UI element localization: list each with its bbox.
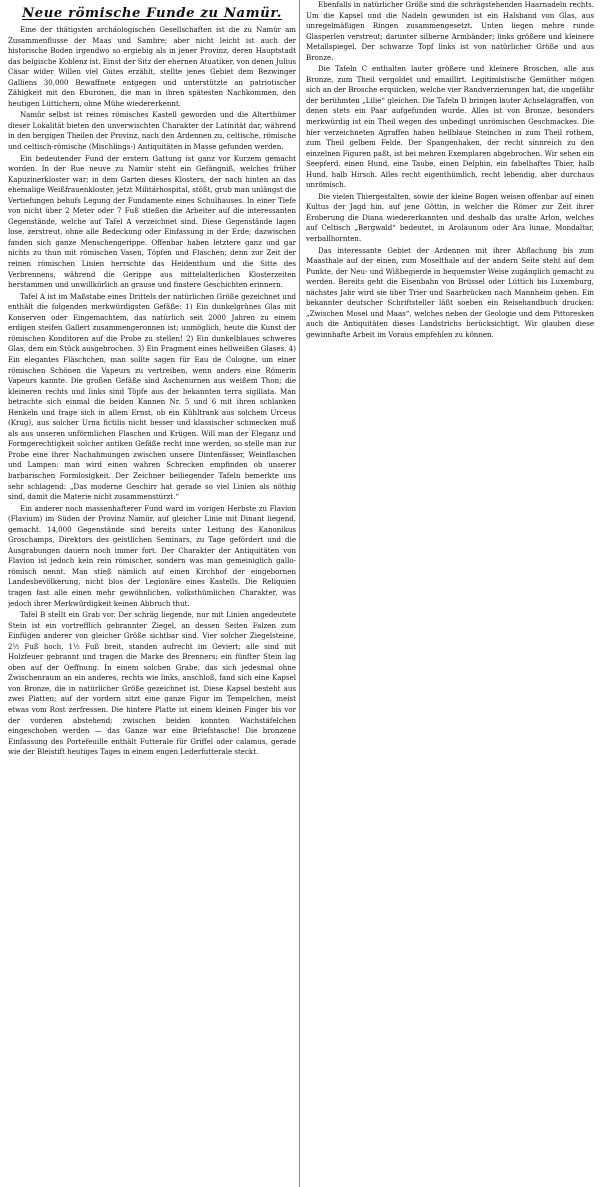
column-divider [299, 0, 300, 1187]
paragraph-ardennen: Das interessante Gebiet der Ardennen mit ihrer Abflachung bis zum Maasthale auf der einen, zum Moselthale auf der andern Seite steht auf dem Punkte, der Neu- und Wißbegierde in bequemster Weise zugänglich gemacht zu werden. Bereits geht die Eisenbahn von Brüssel oder Lüttich bis Luxemburg, nächstes Jahr wird sie über Trier und Saarbrücken nach Mannheim gehen. Ein bekannter deutscher Schriftsteller läßt soeben ein Reisehandbuch drucken: „Zwischen Mosel und Maas“, welches neben der Geologie und dem Pittoresken auch die Antiquitäten dieses Landstrichs berücksichtigt. Wir glauben diese gewinnhafte Arbeit im Voraus empfehlen zu können. [306, 245, 594, 339]
paragraph-fund-rue-neuve: Ein bedeutender Fund der erstern Gattung ist ganz vor Kurzem gemacht worden. In der Rue neuve zu Namür steht ein Gefängniß, welches früher Kapuzinerkloster war; in dem Garten dieses Klosters, der nach hinten an das ehemalige Weißfrauenkloster, jetzt Militärhospital, stößt, grub man unlängst die Vertiefungen behufs Legung der Fundamente eines Schulhauses. In einer Tiefe von nicht über 2 Meter oder 7 Fuß stießen die Arbeiter auf die interessanten Gegenstände, welche auf Tafel A verzeichnet sind. Diese Gegenstände lagen lose, zerstreut, ohne alle Bedeckung oder Einfassung in der Erde; dazwischen fanden sich ganze Menschengerippe. Offenbar haben letztere ganz und gar nichts zu thun mit römischen Vasen, Töpfen und Flaschen; denn zur Zeit der reinen römischen Linien herrschte das Heidenthum und die Sitte des Verbrennens, während die Gerippe aus mittelalterlichen Klosterzeiten herstammen und unwillkürlich an grause und finstere Geschichten erinnern. [8, 153, 296, 290]
paragraph-tafel-a: Tafel A ist im Maßstabe eines Drittels der natürlichen Größe gezeichnet und enthält die folgenden merkwürdigsten Gefäße: 1) Ein dunkelgrünes Glas mit Konserven oder Eingemachtem, das natürlich seit 2000 Jahren zu einem erdigen steifen Gallert zusammengeronnen ist; unmöglich, heute die Kunst der römischen Konditoren auf die Probe zu stellen! 2) Ein dunkelblaues schweres Glas, dem ein Stück ausgebrochen. 3) Ein Fragment eines hellweißen Glases. 4) Ein elegantes Fläschchen, man sollte sagen für Eau de Cologne, um einer römischen Schönen die Vapeurs zu vertreiben, wenn anders eine Römerin Vapeurs kannte. Die großen Gefäße sind Aschenurnen aus weißem Thon; die kleineren rechts und links sind Töpfe aus der bekannten terra sigillata. Man betrachte sich einmal die beiden Kannen Nr. 5 und 6 mit ihren schlanken Henkeln und frage sich in allem Ernst, ob ein Kühltrank aus solchem Urceus (Krug), aus solcher Urna fictilis nicht besser und klassischer schmecken muß als aus unseren unförmlichen Flaschen und Krügen. Will man der Eleganz und Formgerechtigkeit solcher antiken Gefäße recht inne werden, so stelle man zur Probe eine ihrer Nachahmungen zwischen unsere Dintenfässer, Weinflaschen und Lampen: man wird einen wahren Schrecken empfinden ob unserer barbarischen Formlosigkeit. Der Zeichner beiliegender Tafeln bemerkte uns sehr schlagend: „Das moderne Geschirr hat gerade so viel Linien als nöthig sind, damit die Materie nicht zusammenstürzt.“ [8, 291, 296, 502]
paragraph-namur-kastell: Namür selbst ist reines römisches Kastell geworden und die Alterthümer dieser Lokalität bieten den unverwischten Charakter der Latinität dar, während in den bergigen Theilen der Provinz, nach den Ardennen zu, celtische, römische und celtisch-römische (Mischlings-) Antiquitäten in Masse gefunden werden. [8, 110, 296, 152]
left-column [8, 0, 296, 1187]
paragraph-flavion: Ein anderer noch massenhafterer Fund ward im vorigen Herbste zu Flavion (Flavium) im Süden der Provinz Namür, auf gleicher Linie mit Dinant liegend, gemacht. 14,000 Gegenstände sind bereits unter Leitung des Kanonikus Groschamps, Direktors des geistlichen Seminars, zu Tage gefördert und die Ausgrabungen dauern noch immer fort. Der Charakter der Antiquitäten von Flavion ist jedoch kein rein römischer, sondern was man gemeiniglich gallo-römisch nennt. Man stieß nämlich auf einen Kirchhof der eingebornen Landesbevölkerung, nicht blos der Legionäre eines Kastells. Die Reliquien tragen fast alle einen mehr gewöhnlichen, volksthümlichen Charakter, was jedoch ihrer Merkwürdigkeit keinen Abbruch thut. [8, 503, 296, 608]
paragraph-thiergestalten: Die vielen Thiergestalten, sowie der kleine Bogen weisen offenbar auf einen Kultus der Jagd hin, auf jene Göttin, in welcher die Römer zur Zeit ihrer Eroberung die Diana wiedererkannten und deshalb das uralte Arlon, welches auf Celtisch „Bergwald“ bedeutet, in Arolaunum oder Ara lunae, Mondaltar, verballhornten. [306, 191, 594, 244]
paragraph-haarnadeln: Ebenfalls in natürlicher Größe sind die schrägstehenden Haarnadeln rechts. Um die Kapsel und die Nadeln gewunden ist ein Halsband von Glas, aus unregelmäßigen Ringen zusammengesetzt. Unten liegen mehre runde Glasperlen verstreut; darunter silberne Armbänder; links größere und kleinere Metallspiegel. Der schwarze Topf links ist von natürlicher Größe und aus Bronze. [306, 0, 594, 62]
paragraph-tafeln-c-d: Die Tafeln C enthalten lauter größere und kleinere Broschen, alle aus Bronze, zum Theil vergoldet und emaillirt. Legitimistische Gemüther mögen sich an der Brosche erquicken, welche vier Randverzierungen hat, die ungefähr der berühmten „Lilie“ gleichen. Die Tafeln D bringen lauter Achselagraffen, von denen stets ein Paar aufgefunden wurde. Alles ist von Bronze, besonders merkwürdig ist ein Theil wegen des unbedingt unrömischen Geschmackes. Die hier verzeichneten Agraffen haben hellblaue Steinchen in zum Theil rothem, zum Theil gelbem Felde. Der Spangenhaken, der recht sinnreich zu den einzelnen Figuren paßt, ist bei mehren Exemplaren abgebrochen. Wir sehen ein Seepferd, einen Hund, eine Taube, einen Delphin, ein fabelhaftes Thier, halb Hund, halb Hirsch. Alles recht eigenthümlich, recht lebendig, aber durchaus unrömisch. [306, 64, 594, 190]
paragraph-tafel-b: Tafel B stellt ein Grab vor. Der schräg liegende, nur mit Linien angedeutete Stein ist ein vortrefflich gebrannter Ziegel, an dessen Seiten Falzen zum Einfügen anderer von gleicher Größe sichtbar sind. Vier solcher Ziegelsteine, 2½ Fuß hoch, 1½ Fuß breit, standen aufrecht im Geviert; alle sind mit Holzfeuer gebrannt und tragen die Marke des Brenners; ein fünfter Stein lag oben auf der Oeffnung. In einem solchen Grabe, das sich jedesmal ohne Zwischenraum an ein anderes, rechts wie links, anschloß, fand sich eine Kapsel von Bronze, die in natürlicher Größe gezeichnet ist. Diese Kapsel besteht aus zwei Platten; auf der vordern sitzt eine ganze Figur im Tempelchen, meist etwas vom Rost zerfressen. Die hintere Platte ist einem kleinen Finger bis vor der vorderen abstehend; zwischen beiden konnten Wachstäfelchen eingeschoben werden — das Ganze war eine Briefstasche! Die bronzene Einfassung des Portefeuille enthält Futterale für Griffel oder calamus, gerade wie der Bleistift heutiges Tages in einem engen Lederfutterale steckt. [8, 610, 296, 757]
right-column [306, 0, 594, 1187]
article-title: Neue römische Funde zu Namür. [22, 6, 282, 21]
paragraph-intro: Eine der thätigsten archäologischen Gesellschaften ist die zu Namür am Zusammenflusse der Maas und Sambre; aber nicht leicht ist auch der historische Boden irgendwo so ergiebig als in jener Provinz, deren Hauptstadt das belgische Koblenz ist. Einst der Sitz der ehernen Atuatiker, von denen Julius Cäsar wider Willen viel Gutes erzählt, stellte jenes Gebiet dem Bezwinger Galliens 30,000 Bewaffnete entgegen und unterstützte an patriotischer Zähigkeit mit den Eburonen, die man in ihren spätesten Nachkommen, den heutigen Lüttichern, ohne Mühe wiedererkennt. [8, 25, 296, 108]
